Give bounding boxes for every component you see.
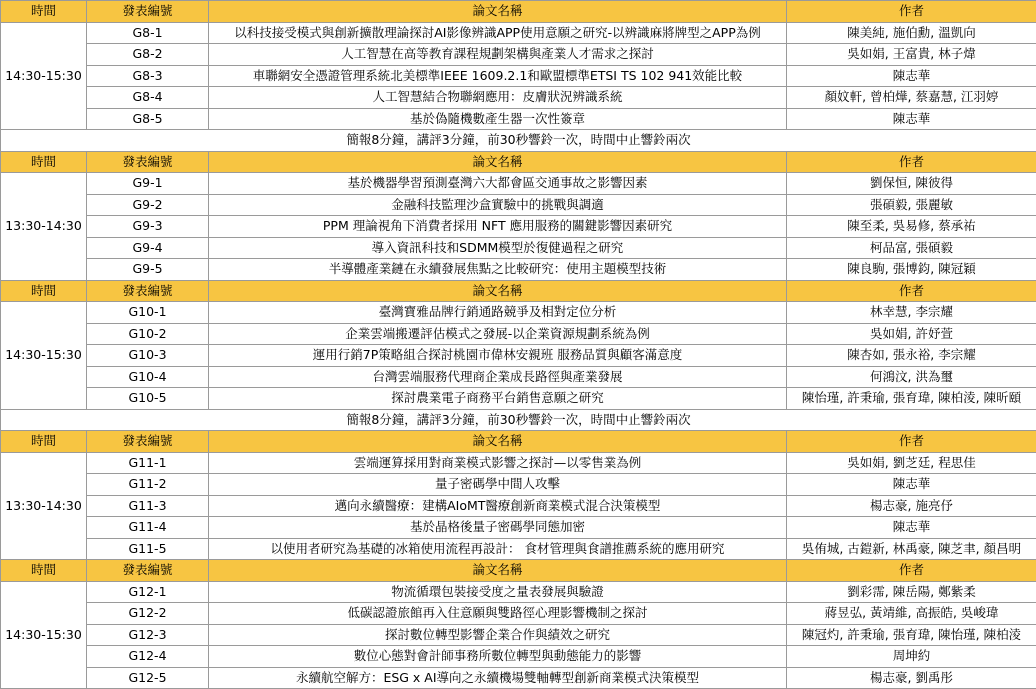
paper-authors: 蔣昱弘, 黃靖維, 高振皓, 吳峻瑋: [787, 603, 1036, 625]
table-row: [1, 452, 1036, 474]
paper-title: PPM 理論視角下消費者採用 NFT 應用服務的關鍵影響因素研究: [209, 216, 787, 238]
table-row: [1, 87, 1036, 109]
paper-id: G9-3: [87, 216, 209, 238]
paper-title: 以使用者研究為基礎的冰箱使用流程再設計： 食材管理與食譜推薦系統的應用研究: [209, 538, 787, 560]
paper-title: 基於偽隨機數產生器一次性簽章: [209, 108, 787, 130]
paper-authors: 陳志華: [787, 108, 1036, 130]
header-title: 論文名稱: [209, 151, 787, 173]
paper-title: 人工智慧結合物聯網應用：皮膚狀況辨識系統: [209, 87, 787, 109]
paper-id: G12-1: [87, 581, 209, 603]
paper-title: 永續航空解方：ESG x AI導向之永續機場雙軸轉型創新商業模式決策模型: [209, 667, 787, 689]
header-authors: 作者: [787, 280, 1036, 302]
paper-id: G8-3: [87, 65, 209, 87]
table-row: [1, 474, 1036, 496]
paper-title: 金融科技監理沙盒實驗中的挑戰與調適: [209, 194, 787, 216]
table-row: [1, 624, 1036, 646]
paper-title: 人工智慧在高等教育課程規劃架構與產業人才需求之探討: [209, 44, 787, 66]
header-row: [1, 560, 1036, 582]
session-time: 14:30-15:30: [1, 302, 87, 410]
paper-id: G12-4: [87, 646, 209, 668]
paper-title: 車聯網安全憑證管理系統北美標準IEEE 1609.2.1和歐盟標準ETSI TS 102 941效能比較: [209, 65, 787, 87]
table-row: [1, 603, 1036, 625]
table-row: [1, 216, 1036, 238]
paper-id: G12-3: [87, 624, 209, 646]
header-authors: 作者: [787, 151, 1036, 173]
table-row: [1, 302, 1036, 324]
paper-authors: 陳志華: [787, 474, 1036, 496]
paper-id: G8-4: [87, 87, 209, 109]
paper-id: G11-3: [87, 495, 209, 517]
paper-id: G10-5: [87, 388, 209, 410]
paper-title: 半導體產業鏈在永續發展焦點之比較研究：使用主題模型技術: [209, 259, 787, 281]
header-authors: 作者: [787, 560, 1036, 582]
table-row: [1, 323, 1036, 345]
session-time: 14:30-15:30: [1, 22, 87, 130]
timing-note: 簡報8分鐘，講評3分鐘，前30秒響鈴一次，時間中止響鈴兩次: [1, 130, 1036, 152]
paper-authors: 吳如娟, 劉芝廷, 程思佳: [787, 452, 1036, 474]
paper-authors: 吳如娟, 許妤萱: [787, 323, 1036, 345]
paper-id: G10-1: [87, 302, 209, 324]
paper-authors: 楊志豪, 劉禹彤: [787, 667, 1036, 689]
timing-note-row: [1, 409, 1036, 431]
header-time: 時間: [1, 280, 87, 302]
paper-id: G10-4: [87, 366, 209, 388]
paper-title: 以科技接受模式與創新擴散理論探討AI影像辨識APP使用意願之研究-以辨識麻將牌型之APP為例: [209, 22, 787, 44]
header-time: 時間: [1, 1, 87, 23]
paper-id: G11-1: [87, 452, 209, 474]
paper-title: 基於機器學習預測臺灣六大都會區交通事故之影響因素: [209, 173, 787, 195]
table-row: [1, 173, 1036, 195]
header-id: 發表編號: [87, 151, 209, 173]
header-id: 發表編號: [87, 431, 209, 453]
paper-authors: 陳怡瑾, 許秉瑜, 張育瑋, 陳柏淩, 陳昕頤: [787, 388, 1036, 410]
session-time: 13:30-14:30: [1, 452, 87, 560]
header-row: [1, 1, 1036, 23]
paper-authors: 陳良駒, 張博鈞, 陳冠穎: [787, 259, 1036, 281]
header-authors: 作者: [787, 431, 1036, 453]
paper-id: G12-5: [87, 667, 209, 689]
header-id: 發表編號: [87, 560, 209, 582]
paper-authors: 吳如娟, 王富貴, 林子煒: [787, 44, 1036, 66]
session-time: 14:30-15:30: [1, 581, 87, 689]
paper-id: G9-2: [87, 194, 209, 216]
table-row: [1, 237, 1036, 259]
header-time: 時間: [1, 151, 87, 173]
paper-id: G11-5: [87, 538, 209, 560]
paper-authors: 陳杏如, 張永裕, 李宗耀: [787, 345, 1036, 367]
paper-id: G11-2: [87, 474, 209, 496]
paper-title: 台灣雲端服務代理商企業成長路徑與產業發展: [209, 366, 787, 388]
header-authors: 作者: [787, 1, 1036, 23]
paper-authors: 楊志豪, 施亮伃: [787, 495, 1036, 517]
paper-title: 探討數位轉型影響企業合作與績效之研究: [209, 624, 787, 646]
paper-authors: 陳冠灼, 許秉瑜, 張育瑋, 陳怡瑾, 陳柏淩: [787, 624, 1036, 646]
paper-authors: 張碩毅, 張麗敏: [787, 194, 1036, 216]
table-row: [1, 667, 1036, 689]
paper-id: G9-1: [87, 173, 209, 195]
paper-title: 運用行銷7P策略組合探討桃園市偉林安親班 服務品質與顧客滿意度: [209, 345, 787, 367]
paper-authors: 林幸慧, 李宗耀: [787, 302, 1036, 324]
paper-authors: 吳侑城, 古鎧新, 林禹豪, 陳芝聿, 顏昌明: [787, 538, 1036, 560]
table-row: [1, 495, 1036, 517]
paper-id: G8-1: [87, 22, 209, 44]
paper-title: 基於晶格後量子密碼學同態加密: [209, 517, 787, 539]
header-row: [1, 151, 1036, 173]
paper-title: 導入資訊科技和SDMM模型於復健過程之研究: [209, 237, 787, 259]
table-row: [1, 259, 1036, 281]
table-row: [1, 581, 1036, 603]
header-title: 論文名稱: [209, 280, 787, 302]
table-row: [1, 646, 1036, 668]
paper-authors: 周坤約: [787, 646, 1036, 668]
paper-authors: 劉彩霈, 陳岳陽, 鄭紫柔: [787, 581, 1036, 603]
header-id: 發表編號: [87, 1, 209, 23]
paper-authors: 劉保恒, 陳彼得: [787, 173, 1036, 195]
timing-note: 簡報8分鐘，講評3分鐘，前30秒響鈴一次，時間中止響鈴兩次: [1, 409, 1036, 431]
table-row: [1, 65, 1036, 87]
table-row: [1, 388, 1036, 410]
paper-id: G11-4: [87, 517, 209, 539]
paper-authors: 陳美純, 施伯勳, 溫凱向: [787, 22, 1036, 44]
header-title: 論文名稱: [209, 1, 787, 23]
paper-title: 臺灣寶雅品牌行銷通路競爭及相對定位分析: [209, 302, 787, 324]
table-row: [1, 517, 1036, 539]
paper-title: 探討農業電子商務平台銷售意願之研究: [209, 388, 787, 410]
paper-id: G8-2: [87, 44, 209, 66]
table-row: [1, 44, 1036, 66]
paper-authors: 何鴻汶, 洪為璽: [787, 366, 1036, 388]
paper-title: 企業雲端搬遷評估模式之發展-以企業資源規劃系統為例: [209, 323, 787, 345]
paper-id: G9-5: [87, 259, 209, 281]
paper-id: G8-5: [87, 108, 209, 130]
header-title: 論文名稱: [209, 560, 787, 582]
paper-title: 物流循環包裝接受度之量表發展與驗證: [209, 581, 787, 603]
paper-authors: 陳志華: [787, 517, 1036, 539]
paper-authors: 柯品富, 張碩毅: [787, 237, 1036, 259]
paper-id: G9-4: [87, 237, 209, 259]
table-row: [1, 22, 1036, 44]
header-id: 發表編號: [87, 280, 209, 302]
schedule-body: [1, 1, 1036, 689]
table-row: [1, 345, 1036, 367]
paper-authors: 顏妏軒, 曾柏燁, 蔡嘉慧, 江羽婷: [787, 87, 1036, 109]
header-time: 時間: [1, 560, 87, 582]
header-title: 論文名稱: [209, 431, 787, 453]
header-time: 時間: [1, 431, 87, 453]
paper-authors: 陳至柔, 吳易修, 蔡承祐: [787, 216, 1036, 238]
paper-title: 雲端運算採用對商業模式影響之探討—以零售業為例: [209, 452, 787, 474]
paper-id: G10-3: [87, 345, 209, 367]
timing-note-row: [1, 130, 1036, 152]
paper-title: 邁向永續醫療：建構AIoMT醫療創新商業模式混合決策模型: [209, 495, 787, 517]
paper-id: G12-2: [87, 603, 209, 625]
header-row: [1, 280, 1036, 302]
table-row: [1, 366, 1036, 388]
table-row: [1, 538, 1036, 560]
paper-title: 數位心態對會計師事務所數位轉型與動態能力的影響: [209, 646, 787, 668]
session-time: 13:30-14:30: [1, 173, 87, 281]
table-row: [1, 108, 1036, 130]
header-row: [1, 431, 1036, 453]
table-row: [1, 194, 1036, 216]
paper-title: 量子密碼學中間人攻擊: [209, 474, 787, 496]
paper-title: 低碳認證旅館再入住意願與雙路徑心理影響機制之探討: [209, 603, 787, 625]
paper-authors: 陳志華: [787, 65, 1036, 87]
paper-id: G10-2: [87, 323, 209, 345]
